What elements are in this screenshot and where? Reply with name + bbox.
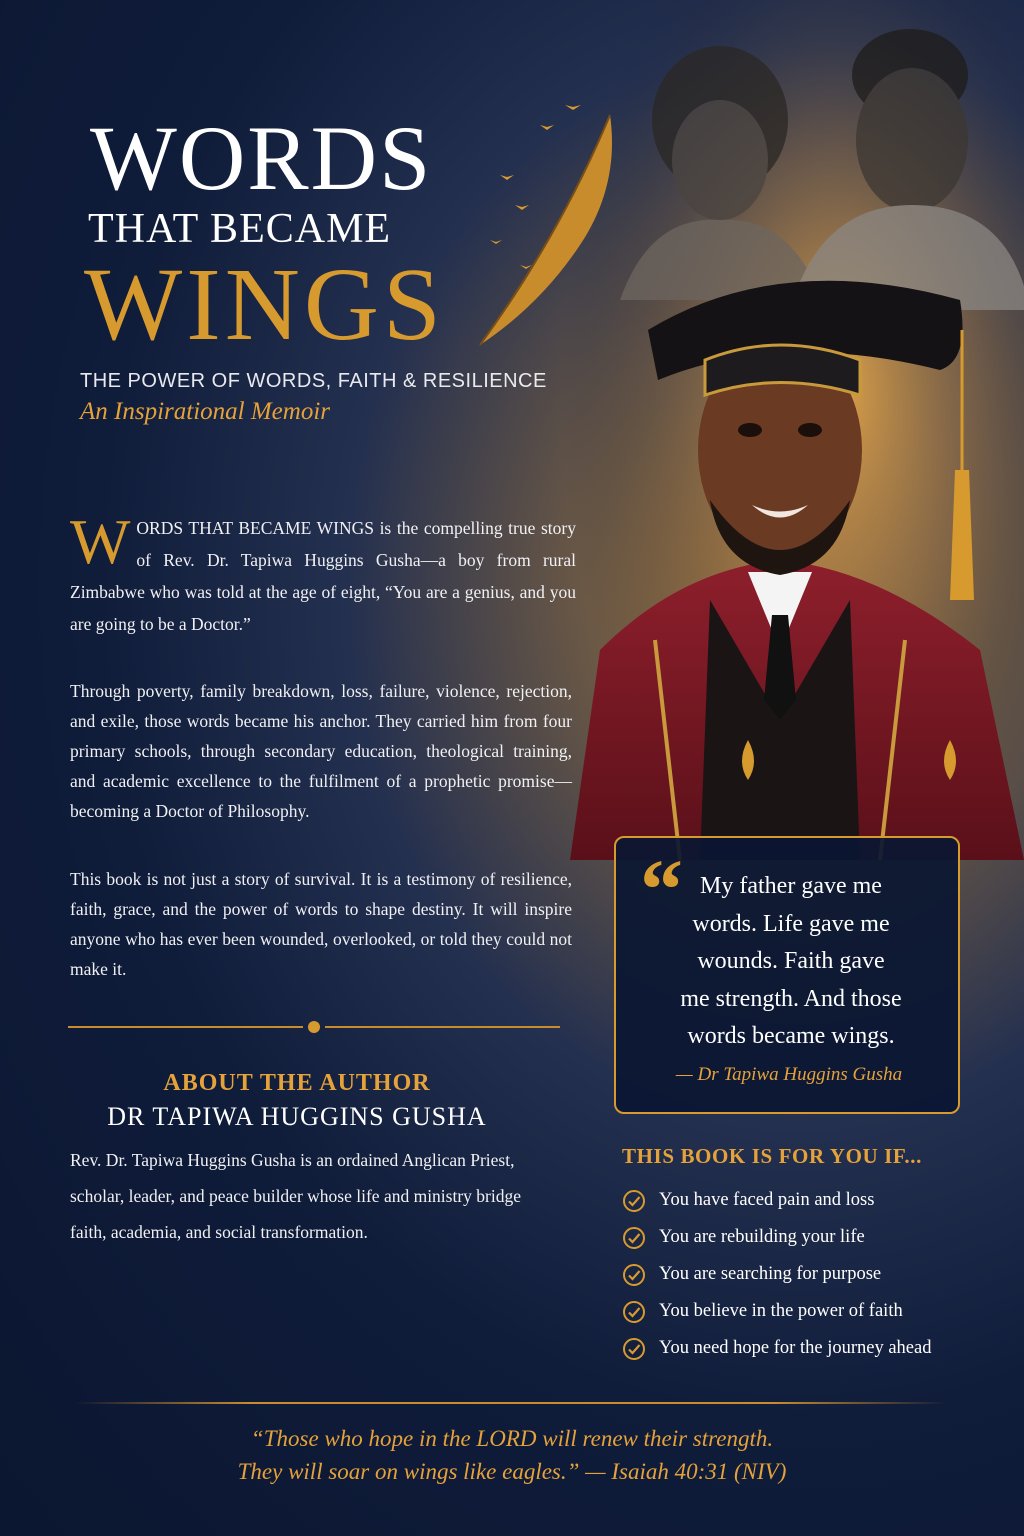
list-item-label: You believe in the power of faith bbox=[659, 1301, 903, 1321]
for-you-heading: THIS BOOK IS FOR YOU IF... bbox=[622, 1144, 922, 1168]
testimony-paragraph: This book is not just a story of survival. It is a testimony of resilience, faith, grace, and the power of words to shape destiny. It will inspire anyone who has ever been wounded, overlooked, or told they could not make it. bbox=[70, 869, 572, 979]
scripture-line-2: They will soar on wings like eagles.” — Isaiah 40:31 (NIV) bbox=[237, 1459, 787, 1484]
story-paragraph: Through poverty, family breakdown, loss, failure, violence, rejection, and exile, those words became his anchor. They carried him from four primary schools, through secondary education, theological training, and academic excellence to the fulfilment of a prophetic promise—becoming a Doctor of Philosophy. bbox=[70, 681, 572, 821]
list-item-label: You are rebuilding your life bbox=[659, 1227, 865, 1247]
check-circle-icon bbox=[622, 1189, 646, 1213]
for-you-list bbox=[622, 1182, 931, 1367]
author-name: DR TAPIWA HUGGINS GUSHA bbox=[107, 1102, 487, 1131]
title-line-3: WINGS bbox=[84, 247, 445, 362]
ornamental-divider bbox=[68, 1020, 560, 1034]
title-line-1: WORDS bbox=[90, 107, 433, 209]
feather-icon bbox=[460, 95, 630, 355]
list-item bbox=[622, 1293, 931, 1330]
tagline: An Inspirational Memoir bbox=[80, 398, 330, 425]
check-circle-icon bbox=[622, 1226, 646, 1250]
title-line-2: THAT BECAME bbox=[88, 206, 392, 252]
author-bio: Rev. Dr. Tapiwa Huggins Gusha is an ordained Anglican Priest, scholar, leader, and peace builder whose life and ministry bridge faith, academia, and social transformation. bbox=[70, 1150, 522, 1242]
check-circle-icon bbox=[622, 1300, 646, 1324]
list-item-label: You have faced pain and loss bbox=[659, 1190, 875, 1210]
subtitle: THE POWER OF WORDS, FAITH & RESILIENCE bbox=[80, 370, 547, 392]
intro-text: ORDS THAT BECAME WINGS is the compelling true story of Rev. Dr. Tapiwa Huggins Gusha—a boy from rural Zimbabwe who was told at the age of eight, “You are a genius, and you are going to be a Doctor.” bbox=[70, 518, 576, 634]
about-heading: ABOUT THE AUTHOR bbox=[163, 1070, 431, 1096]
list-item bbox=[622, 1330, 931, 1367]
list-item bbox=[622, 1219, 931, 1256]
quote-line: words. Life gave me bbox=[692, 910, 890, 937]
check-circle-icon bbox=[622, 1263, 646, 1287]
list-item bbox=[622, 1256, 931, 1293]
drop-cap: W bbox=[70, 506, 131, 577]
quote-author: — Dr Tapiwa Huggins Gusha bbox=[675, 1064, 903, 1085]
check-circle-icon bbox=[622, 1337, 646, 1361]
intro-paragraph bbox=[70, 506, 576, 640]
quote-text bbox=[656, 868, 926, 1056]
quote-line: words became wings. bbox=[687, 1023, 895, 1049]
footer-divider bbox=[76, 1402, 948, 1404]
quote-line: My father gave me bbox=[700, 873, 882, 899]
quote-line: me strength. And those bbox=[680, 985, 902, 1012]
list-item-label: You need hope for the journey ahead bbox=[659, 1338, 932, 1358]
scripture-line-1: “Those who hope in the LORD will renew their strength. bbox=[250, 1426, 774, 1451]
quote-box bbox=[614, 836, 960, 1114]
quote-mark-icon: “ bbox=[640, 841, 683, 937]
list-item-label: You are searching for purpose bbox=[659, 1264, 882, 1284]
list-item bbox=[622, 1182, 931, 1219]
quote-line: wounds. Faith gave bbox=[697, 948, 885, 974]
